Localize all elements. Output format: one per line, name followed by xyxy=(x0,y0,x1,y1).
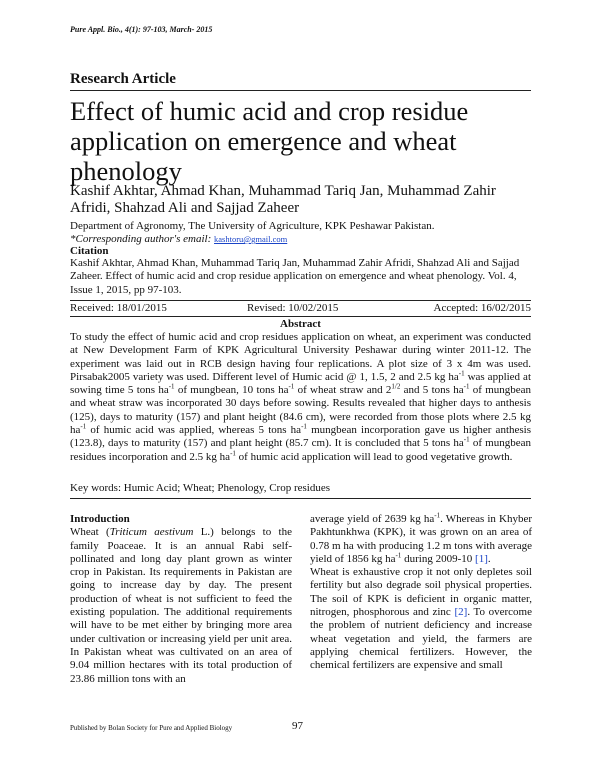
journal-reference: Pure Appl. Bio., 4(1): 97-103, March- 2015 xyxy=(70,25,213,34)
revised-date: Revised: 10/02/2015 xyxy=(247,302,339,314)
article-type: Research Article xyxy=(70,71,176,87)
intro-column-right xyxy=(310,513,532,673)
reference-2-link[interactable]: [2] xyxy=(454,606,468,619)
reference-1-link[interactable]: [1] xyxy=(475,552,488,565)
title-divider xyxy=(70,90,531,91)
citation-text: Kashif Akhtar, Ahmad Khan, Muhammad Tariq Jan, Muhammad Zahir Afridi, Shahzad Ali and Sajjad Zaheer. Effect of humic acid and crop residue application on emergence and wheat phenology. Vol. 4, Issue 1, 2015, pp 97-103. xyxy=(70,257,520,296)
keywords-rule xyxy=(70,498,531,499)
page-number: 97 xyxy=(292,720,303,732)
email-link[interactable]: kashtoru@gmail.com xyxy=(214,234,288,244)
citation-heading: Citation xyxy=(70,245,109,257)
abstract-text: To study the effect of humic acid and crop residues application on wheat, an experiment was conducted at New Development Farm of KPK Agricultural University Peshawar during winter 2011-12. The experiment was laid out in RCB design having four replications. A plot size of 3 x 4m was used. Pirsabak2005 variety was used. Different level of Humic acid @ 1, 1.5, 2 and 2.5 kg $ha^{-1}$ was applied at sowing time 5 tons $ha^{-1}$ of mungbean, 10 tons $ha^{-1}$ of wheat straw and $2^{1/2}$ and 5 tons $ha^{-1}$ of mungbean and wheat straw was incorporated 30 days before sowing. Results revealed that higher days to anthesis (125), days to maturity (157) and plant height (84.6 cm), were recorded from those plots where 2.5 kg $ha^{-1}$ of humic acid was applied, whereas 5 tons $ha^{-1}$ mungbean incorporation gave us higher anthesis (123.8), days to maturity (157) and plant height (85.7 cm). It is concluded that 5 tons $ha^{-1}$ of mungbean residues incorporation and 2.5 kg $ha^{-1}$ of humic acid application will lead to good vegetative growth. xyxy=(70,331,532,463)
right-paragraph-1: average yield of 2639 kg $ha^{-1}$. Whereas in Khyber Pakhtunkhwa (KPK), it was grown on an area of 0.78 m ha with producing 1.2 m tons with average yield of 1856 kg $ha^{-1}$ during 2009-10 [1]. xyxy=(310,511,532,565)
keywords: Key words: Humic Acid; Wheat; Phenology, Crop residues xyxy=(70,482,330,494)
dates-bottom-rule xyxy=(70,316,531,317)
received-date: Received: 18/01/2015 xyxy=(70,302,167,314)
intro-paragraph: Wheat (Triticum aestivum L.) belongs to the family Poaceae. It is an annual Rabi self-pollinated and long day plant grown as winter crop in Pakistan. Its requirements in Pakistan are going to increase day by day. The present production of wheat is not sufficient to feed the existing population. The additional requirements will have to be met either by bringing more area under cultivation or increasing yield per unit area. In Pakistan wheat was cultivated on an area of 9.04 million hectares with its total production of 23.86 million tons with an xyxy=(70,526,292,685)
correspondence-label: *Corresponding author's email: xyxy=(70,233,212,245)
right-paragraph-2: Wheat is exhaustive crop it not only depletes soil fertility but also degrade soil physical properties. The soil of KPK is deficient in organic matter, nitrogen, phosphorous and zinc [2]. To overcome the problem of nutrient deficiency and increase wheat vegetation and yield, the farmers are applying chemical fertilizers. However, the chemical fertilizers are expensive and small xyxy=(310,566,532,672)
affiliation: Department of Agronomy, The University of Agriculture, KPK Peshawar Pakistan. xyxy=(70,220,435,232)
dates-top-rule xyxy=(70,300,531,301)
publisher-footer: Published by Bolan Society for Pure and Applied Biology xyxy=(70,724,233,732)
intro-column-left xyxy=(70,513,292,686)
introduction-heading: Introduction xyxy=(70,513,130,525)
paper-title: Effect of humic acid and crop residue application on emergence and wheat phenology xyxy=(70,96,469,186)
abstract-heading: Abstract xyxy=(280,318,321,330)
accepted-date: Accepted: 16/02/2015 xyxy=(433,302,531,314)
correspondence xyxy=(70,232,287,246)
author-list: Kashif Akhtar, Ahmad Khan, Muhammad Tariq Jan, Muhammad Zahir Afridi, Shahzad Ali and Sajjad Zaheer xyxy=(70,183,496,216)
